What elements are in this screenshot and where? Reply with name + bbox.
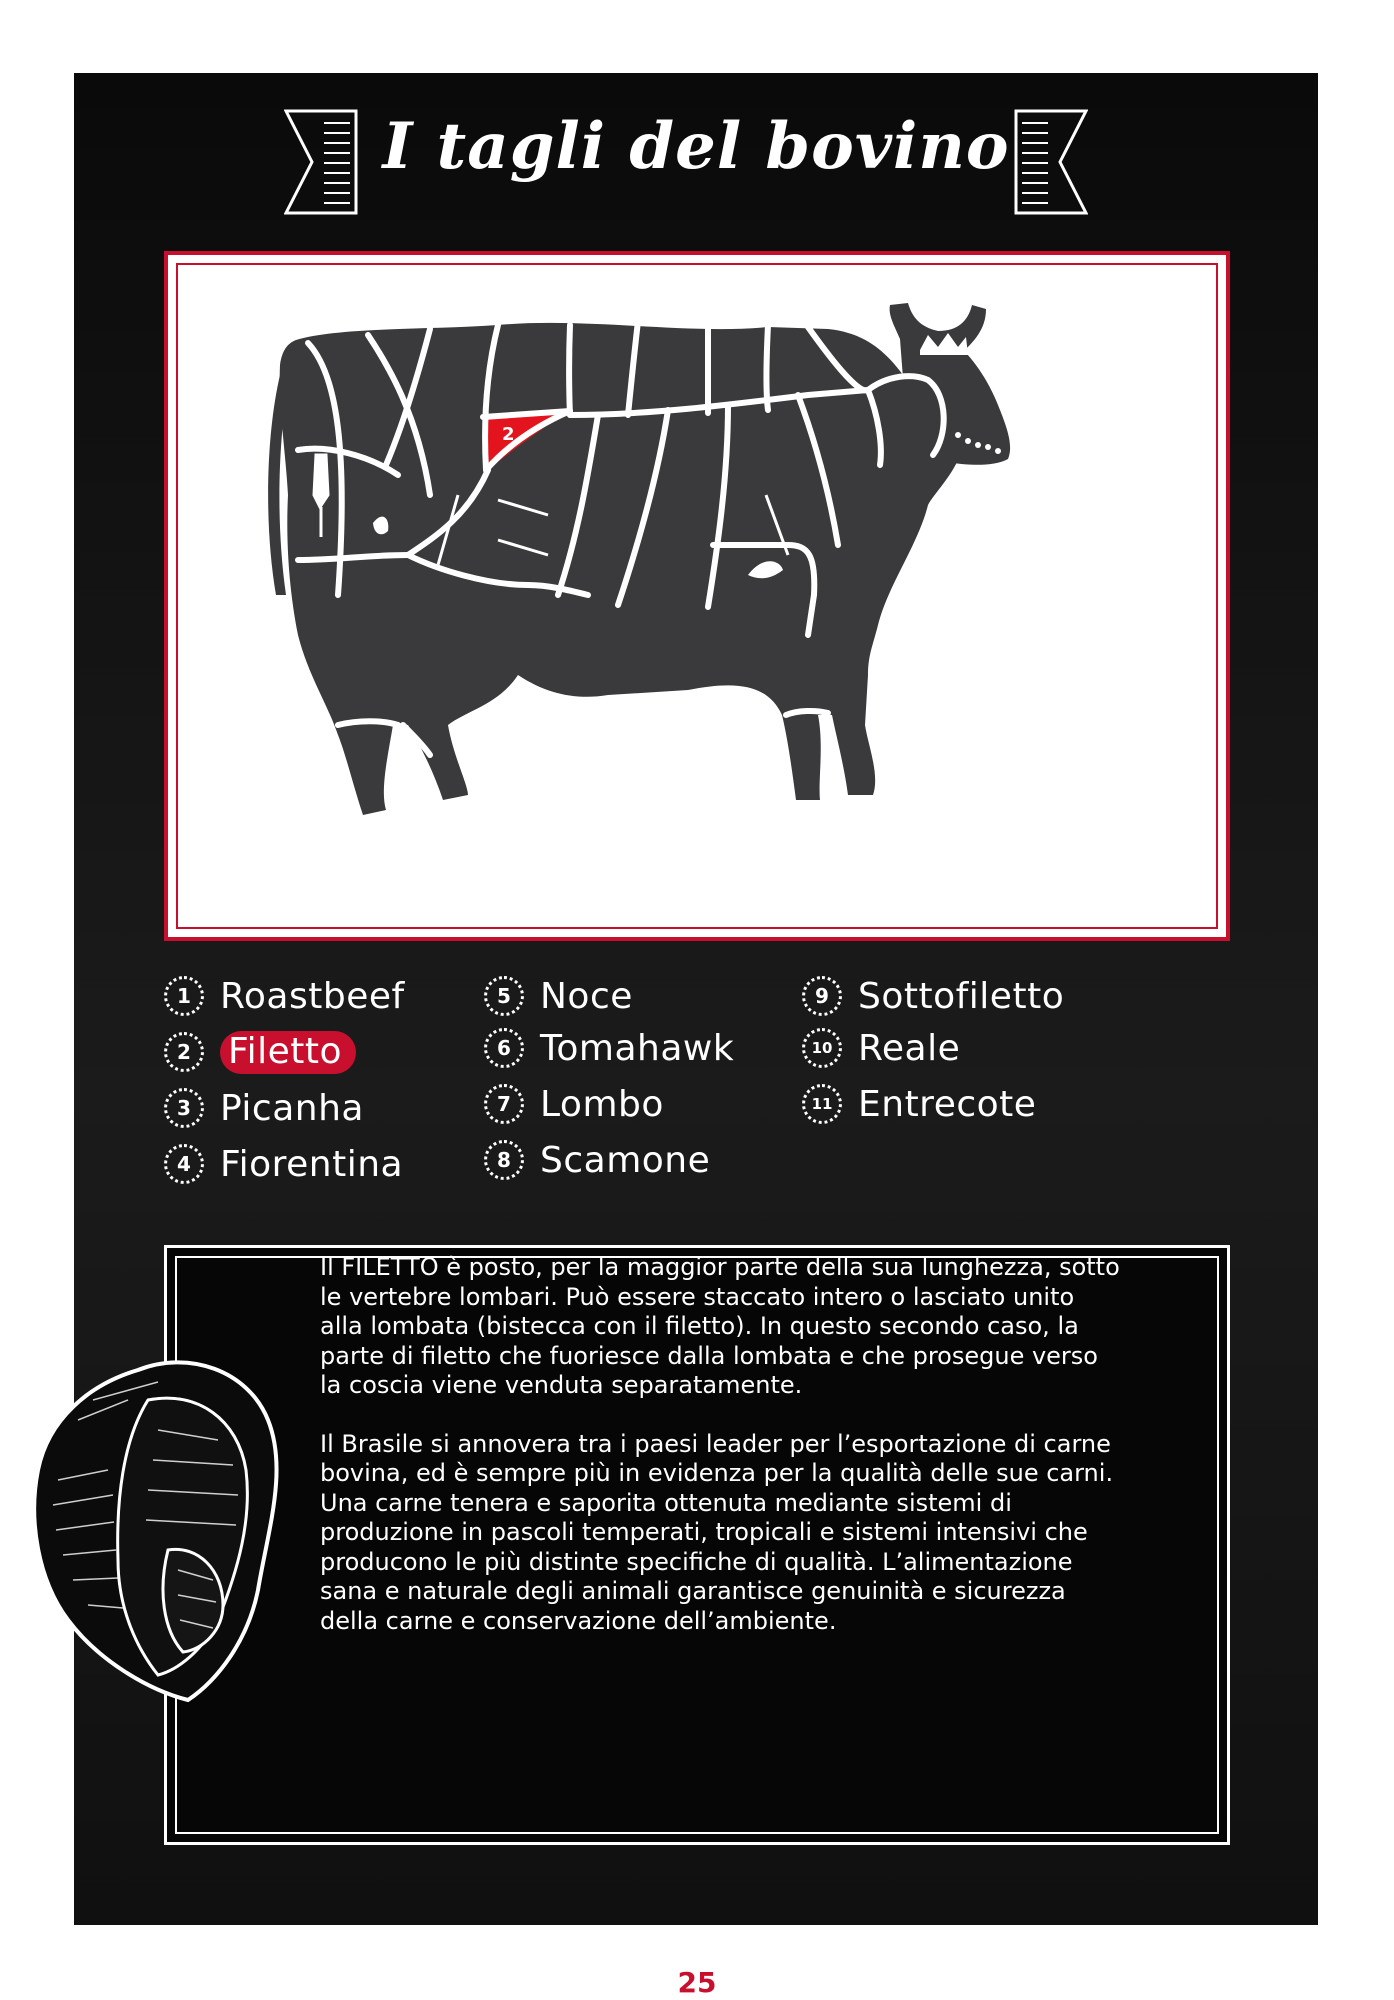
cow-body — [280, 323, 963, 815]
legend-item — [484, 1025, 734, 1071]
legend-label: Entrecote — [858, 1083, 1037, 1125]
legend-number-badge: 9 — [802, 976, 842, 1016]
legend-number-badge: 11 — [802, 1084, 842, 1124]
legend-label: Sottofiletto — [858, 975, 1065, 1017]
legend-number-badge: 8 — [484, 1140, 524, 1180]
legend-number-badge: 5 — [484, 976, 524, 1016]
legend-item — [164, 1029, 356, 1075]
legend-number-badge: 1 — [164, 976, 204, 1016]
legend-number-badge: 7 — [484, 1084, 524, 1124]
legend-item — [164, 1141, 403, 1187]
legend-item — [802, 1081, 1036, 1127]
legend-number-badge: 4 — [164, 1144, 204, 1184]
legend-label: Lombo — [540, 1083, 664, 1125]
legend-item — [164, 973, 405, 1019]
legend-number-badge: 3 — [164, 1088, 204, 1128]
right-banner-ornament — [1014, 109, 1088, 215]
cow-diagram-frame — [164, 251, 1230, 941]
legend-label-highlighted: Filetto — [220, 1031, 356, 1074]
legend-label: Noce — [540, 975, 633, 1017]
legend-label: Fiorentina — [220, 1143, 404, 1185]
legend-number-badge: 10 — [802, 1028, 842, 1068]
filetto-cut-number: 2 — [502, 424, 515, 445]
legend-label: Picanha — [220, 1087, 364, 1129]
legend-item — [484, 1081, 664, 1127]
legend-item — [484, 1137, 710, 1183]
legend-label: Tomahawk — [540, 1027, 735, 1069]
legend-item — [484, 973, 633, 1019]
legend-label: Reale — [858, 1027, 961, 1069]
legend-label: Roastbeef — [220, 975, 405, 1017]
page-title: I tagli del bovino — [382, 109, 1010, 184]
meat-cut-illustration — [18, 1330, 298, 1710]
cuts-legend — [164, 973, 1230, 1273]
legend-number-badge: 6 — [484, 1028, 524, 1068]
legend-number-badge: 2 — [164, 1032, 204, 1072]
page-number: 25 — [677, 1966, 717, 1999]
legend-label: Scamone — [540, 1139, 711, 1181]
knife-icon — [314, 455, 328, 507]
title-header — [74, 103, 1318, 223]
description-paragraph: Il FILETTO è posto, per la maggior parte della sua lunghezza, sotto le vertebre lombari. Può essere staccato intero o lasciato unito alla lombata (bistecca con il filetto). In questo secondo caso, la parte di filetto che fuoriesce dalla lombata e che prosegue verso la coscia viene venduta separatamente. — [320, 1253, 1120, 1399]
legend-item — [802, 1025, 960, 1071]
description-paragraph: Il Brasile si annovera tra i paesi leader per l’esportazione di carne bovina, ed è sempre più in evidenza per la qualità delle sue carni. Una carne tenera e saporita ottenuta mediante sistemi di produzione in pascoli temperati, tropicali e sistemi intensivi che producono le più distinte specifiche di qualità. L’alimentazione sana e naturale degli animali garantisce genuinità e sicurezza della carne e conservazione dell’ambiente. — [320, 1429, 1114, 1635]
cow-cuts-diagram — [168, 255, 1226, 937]
description-text — [320, 1253, 1120, 1665]
legend-item — [164, 1085, 364, 1131]
legend-item — [802, 973, 1064, 1019]
